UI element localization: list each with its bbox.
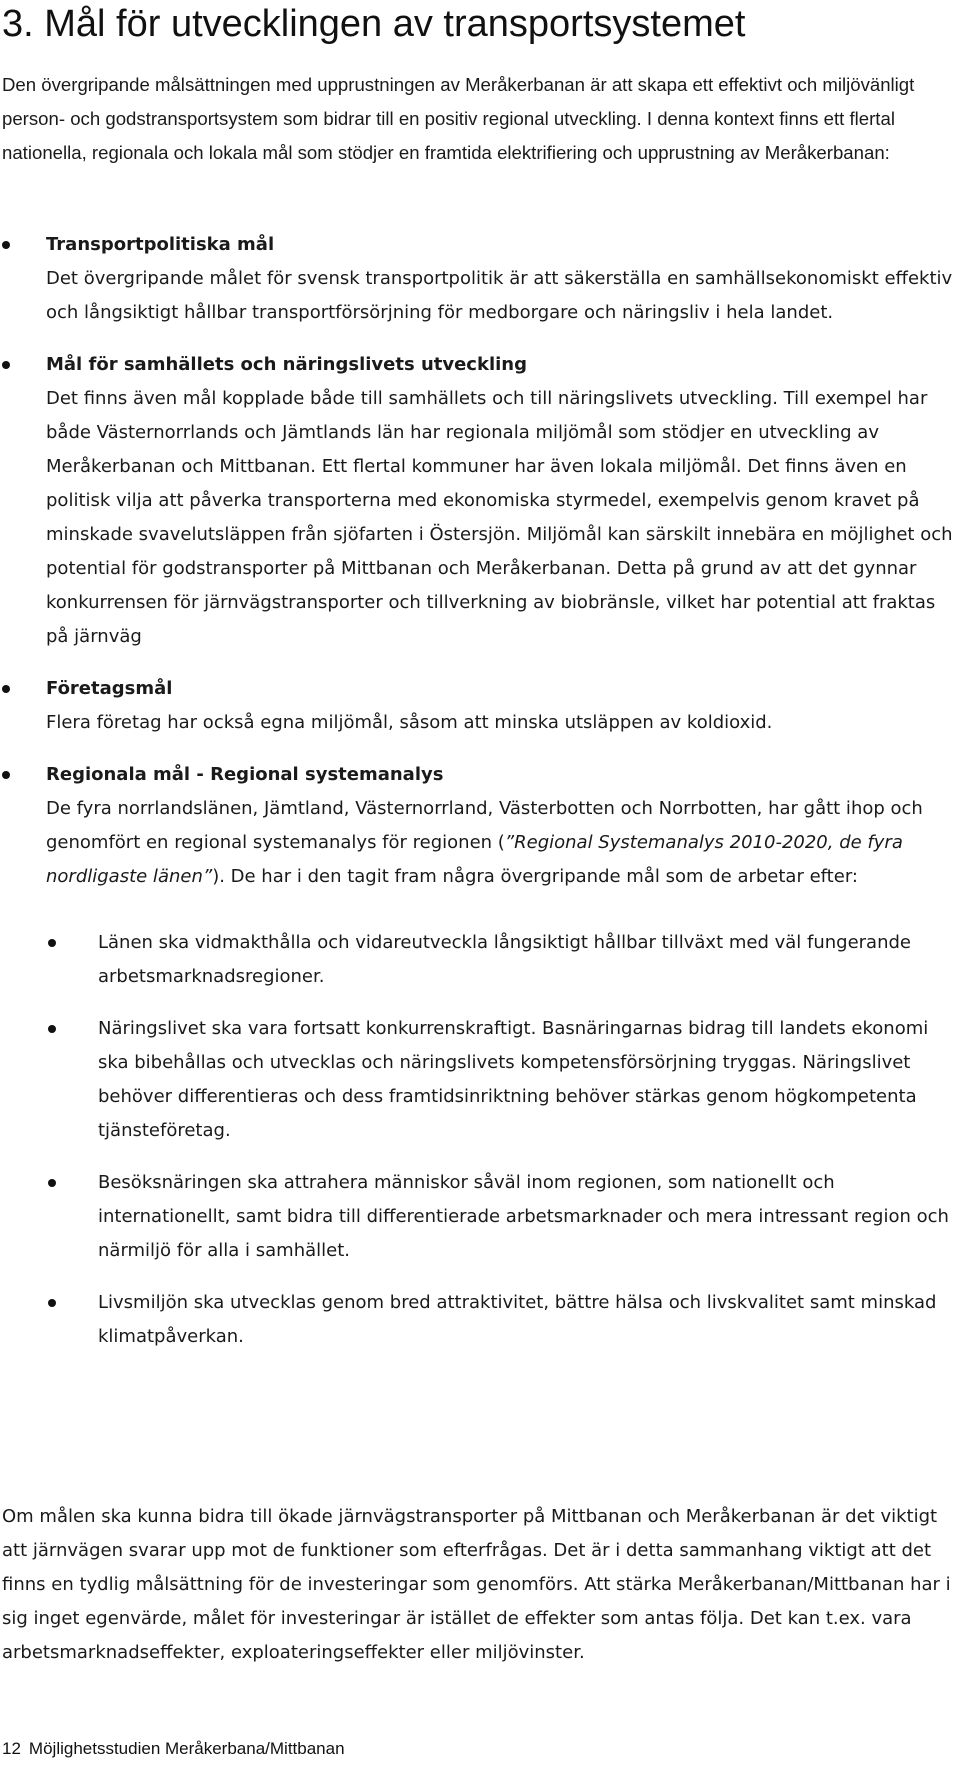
goal-title: Företagsmål xyxy=(46,678,173,699)
goal-body-text: ). De har i den tagit fram några övergripande mål som de arbetar efter: xyxy=(212,866,858,887)
goals-list xyxy=(0,228,960,1354)
goal-item xyxy=(0,672,960,740)
bullet-icon xyxy=(2,241,10,249)
goal-body: Det finns även mål kopplade både till samhällets och till näringslivets utveckling. Till exempel har både Västernorrlands och Jämtlands län har regionala miljömål som stödjer en utveckling av Meråkerbanan och Mittbanan. Ett flertal kommuner har även lokala miljömål. Det finns även en politisk vilja att påverka transporterna med ekonomiska styrmedel, exempelvis genom kravet på minskade svavelutsläppen från sjöfarten i Östersjön. Miljömål kan särskilt innebära en möjlighet och potential för godstransporter på Mittbanan och Meråkerbanan. Detta på grund av att det gynnar konkurrensen för järnvägstransporter och tillverkning av biobränsle, vilket har potential att fraktas på järnväg xyxy=(46,388,953,647)
bullet-icon xyxy=(2,771,10,779)
goal-title: Mål för samhällets och näringslivets utveckling xyxy=(46,354,527,375)
subgoal-item xyxy=(46,1286,954,1354)
section-heading: 3. Mål för utvecklingen av transportsystemet xyxy=(2,3,746,45)
subgoal-item xyxy=(46,1012,954,1148)
goal-item xyxy=(0,758,960,1354)
subgoal-item xyxy=(46,1166,954,1268)
goal-body: Flera företag har också egna miljömål, såsom att minska utsläppen av koldioxid. xyxy=(46,712,773,733)
bullet-icon xyxy=(48,1299,56,1307)
goal-body: Det övergripande målet för svensk transportpolitik är att säkerställa en samhällsekonomiskt effektiv och långsiktigt hållbar transportförsörjning för medborgare och näringsliv i hela landet. xyxy=(46,268,953,323)
subgoal-text: Livsmiljön ska utvecklas genom bred attraktivitet, bättre hälsa och livskvalitet samt minskad klimatpåverkan. xyxy=(98,1292,937,1347)
report-title: ”Regional Systemanalys 2010-2020, de fyra nordligaste länen” xyxy=(46,832,903,887)
goal-body xyxy=(46,792,954,894)
goal-item xyxy=(0,348,960,654)
subgoals-list xyxy=(46,926,954,1354)
subgoal-item xyxy=(46,926,954,994)
goal-title: Regionala mål - Regional systemanalys xyxy=(46,764,444,785)
bullet-icon xyxy=(48,939,56,947)
goal-item xyxy=(0,228,960,330)
page-number: 12 xyxy=(2,1739,21,1758)
subgoal-text: Näringslivet ska vara fortsatt konkurrenskraftigt. Basnäringarnas bidrag till landets ekonomi ska bibehållas och utvecklas och näringslivets kompetensförsörjning tryggas. Näringslivet behöver differentieras och dess framtidsinriktning behöver stärkas genom högkompetenta tjänsteföretag. xyxy=(98,1018,929,1141)
subgoal-text: Länen ska vidmakthålla och vidareutveckla långsiktigt hållbar tillväxt med väl fungerande arbetsmarknadsregioner. xyxy=(98,932,911,987)
bullet-icon xyxy=(48,1179,56,1187)
goal-body-text: De fyra norrlandslänen, Jämtland, Västernorrland, Västerbotten och Norrbotten, har gått ihop och genomfört en regional systemanalys för regionen ( xyxy=(46,798,923,853)
document-title: Möjlighetsstudien Meråkerbana/Mittbanan xyxy=(28,1739,345,1758)
closing-paragraph: Om målen ska kunna bidra till ökade järnvägstransporter på Mittbanan och Meråkerbanan är det viktigt att järnvägen svarar upp mot de funktioner som efterfrågas. Det är i detta sammanhang viktigt att det finns en tydlig målsättning för de investeringar som genomförs. Att stärka Meråkerbanan/Mittbanan har i sig inget egenvärde, målet för investeringar är istället de effekter som antas följa. Det kan t.ex. vara arbetsmarknadseffekter, exploateringseffekter eller miljövinster. xyxy=(2,1506,951,1663)
subgoal-text: Besöksnäringen ska attrahera människor såväl inom regionen, som nationellt och internationellt, samt bidra till differentierade arbetsmarknader och mera intressant region och närmiljö för alla i samhället. xyxy=(98,1172,949,1261)
bullet-icon xyxy=(48,1025,56,1033)
page-footer xyxy=(2,1738,345,1760)
intro-paragraph: Den övergripande målsättningen med upprustningen av Meråkerbanan är att skapa ett effektivt och miljövänligt person- och godstransportsystem som bidrar till en positiv regional utveckling. I denna kontext finns ett flertal nationella, regionala och lokala mål som stödjer en framtida elektrifiering och upprustning av Meråkerbanan: xyxy=(2,74,915,163)
bullet-icon xyxy=(2,685,10,693)
goal-title: Transportpolitiska mål xyxy=(46,234,275,255)
bullet-icon xyxy=(2,361,10,369)
